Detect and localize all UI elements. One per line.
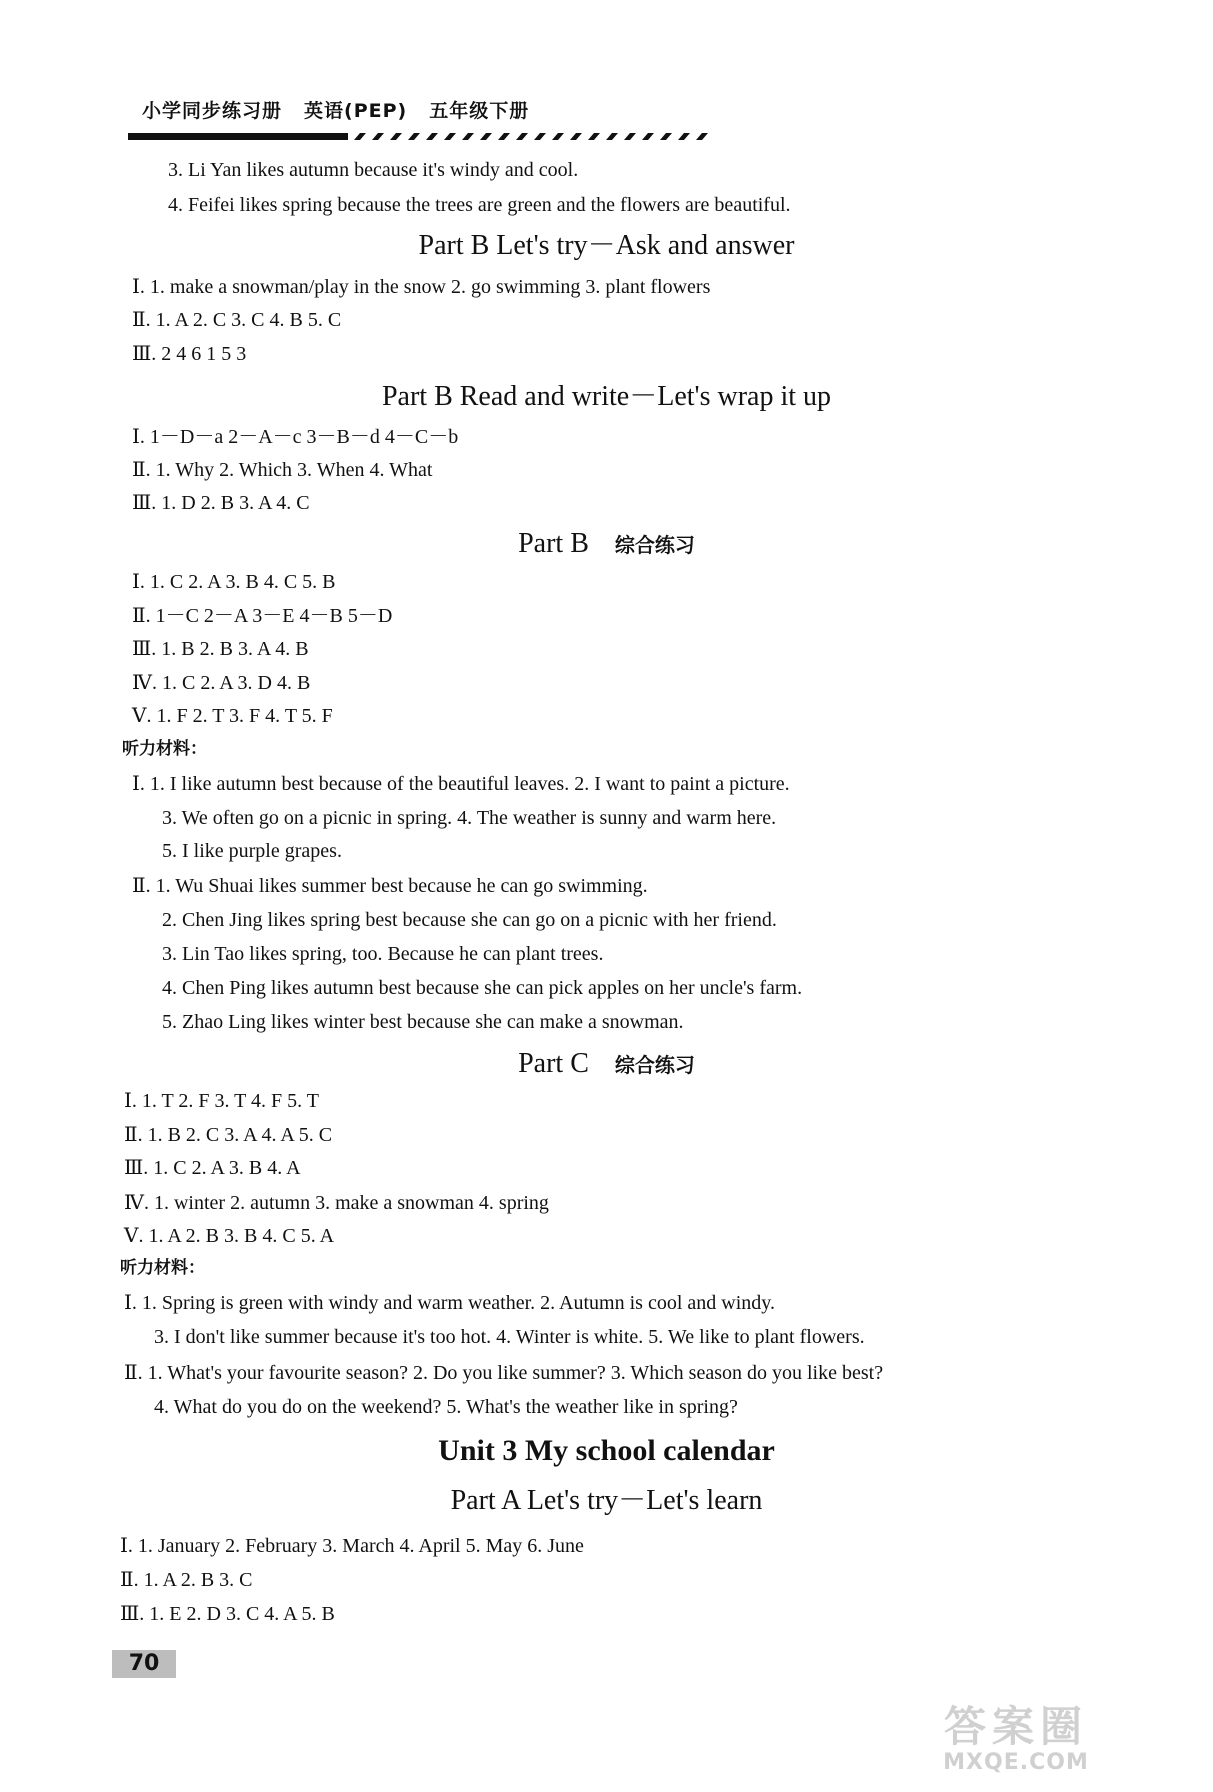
answer-line: 3. Lin Tao likes spring, too. Because he can plant trees. — [162, 943, 604, 965]
answer-line: 3. We often go on a picnic in spring. 4. The weather is sunny and warm here. — [162, 807, 777, 829]
section-heading-text: Part B — [518, 528, 589, 559]
answer-line: 5. I like purple grapes. — [162, 840, 342, 862]
answer-line: Ⅰ. 1. January 2. February 3. March 4. April 5. May 6. June — [120, 1535, 584, 1557]
answer-line: Ⅱ. 1. A 2. C 3. C 4. B 5. C — [132, 309, 342, 331]
page-number: 70 — [112, 1650, 176, 1678]
unit-title: Unit 3 My school calendar — [438, 1434, 775, 1467]
answer-line: Ⅲ. 1. E 2. D 3. C 4. A 5. B — [120, 1603, 335, 1625]
answer-line: 4. What do you do on the weekend? 5. What's the weather like in spring? — [154, 1396, 738, 1418]
answer-line: Ⅰ. 1. T 2. F 3. T 4. F 5. T — [124, 1090, 319, 1112]
section-heading — [0, 1487, 1213, 1515]
answer-line: 2. Chen Jing likes spring best because she can go on a picnic with her friend. — [162, 909, 777, 931]
answer-line: Ⅴ. 1. A 2. B 3. B 4. C 5. A — [124, 1225, 335, 1247]
header-grade: 五年级下册 — [429, 100, 530, 122]
answer-line: Ⅲ. 2 4 6 1 5 3 — [132, 343, 247, 365]
answer-line: Ⅳ. 1. C 2. A 3. D 4. B — [132, 672, 311, 694]
listening-material-label: 听力材料： — [122, 739, 207, 759]
answer-line: Ⅲ. 1. D 2. B 3. A 4. C — [132, 492, 310, 514]
answer-line: Ⅱ. 1. Why 2. Which 3. When 4. What — [132, 459, 433, 481]
section-heading — [0, 530, 1213, 558]
answer-line: Ⅱ. 1. A 2. B 3. C — [120, 1569, 253, 1591]
answer-line: Ⅱ. 1. What's your favourite season? 2. Do you like summer? 3. Which season do you like best? — [124, 1362, 884, 1384]
answer-line: 3. Li Yan likes autumn because it's windy and cool. — [168, 159, 579, 181]
header-subject: 英语(PEP) — [304, 100, 408, 122]
answer-line: Ⅰ. 1. make a snowman/play in the snow 2. go swimming 3. plant flowers — [132, 276, 711, 298]
answer-line: Ⅰ. 1. C 2. A 3. B 4. C 5. B — [132, 571, 336, 593]
answer-line: Ⅲ. 1. C 2. A 3. B 4. A — [124, 1157, 301, 1179]
header-rule — [128, 132, 718, 141]
answer-line: 4. Chen Ping likes autumn best because she can pick apples on her uncle's farm. — [162, 977, 803, 999]
running-header — [142, 96, 551, 123]
answer-line: Ⅲ. 1. B 2. B 3. A 4. B — [132, 638, 309, 660]
watermark — [936, 1702, 1096, 1775]
section-heading — [0, 232, 1213, 260]
header-book-title: 小学同步练习册 — [142, 100, 283, 122]
section-heading-text: Part A Let's try－Let's learn — [450, 1485, 763, 1516]
section-heading-cn: 综合练习 — [614, 1053, 695, 1077]
watermark-logo: 答案圈 — [943, 1702, 1088, 1751]
answer-line: 4. Feifei likes spring because the trees are green and the flowers are beautiful. — [168, 194, 791, 216]
answer-line: Ⅱ. 1. Wu Shuai likes summer best because he can go swimming. — [132, 875, 648, 897]
answer-line: Ⅳ. 1. winter 2. autumn 3. make a snowman 4. spring — [124, 1192, 549, 1214]
section-heading — [0, 1050, 1213, 1078]
section-heading-text: Part B Let's try－Ask and answer — [418, 230, 795, 261]
answer-line: Ⅴ. 1. F 2. T 3. F 4. T 5. F — [132, 705, 333, 727]
answer-line: Ⅱ. 1. B 2. C 3. A 4. A 5. C — [124, 1124, 333, 1146]
answer-line: Ⅰ. 1. Spring is green with windy and warm weather. 2. Autumn is cool and windy. — [124, 1292, 775, 1314]
section-heading — [0, 383, 1213, 411]
section-heading-text: Part B Read and write－Let's wrap it up — [381, 381, 832, 412]
watermark-url: MXQE.COM — [943, 1750, 1089, 1775]
section-heading-cn: 综合练习 — [614, 533, 695, 557]
section-heading-text: Part C — [518, 1048, 589, 1079]
answer-line: Ⅱ. 1－C 2－A 3－E 4－B 5－D — [132, 605, 393, 627]
answer-line: 5. Zhao Ling likes winter best because she can make a snowman. — [162, 1011, 684, 1033]
answer-line: Ⅰ. 1－D－a 2－A－c 3－B－d 4－C－b — [132, 426, 459, 448]
listening-material-label: 听力材料： — [120, 1258, 205, 1278]
answer-line: Ⅰ. 1. I like autumn best because of the beautiful leaves. 2. I want to paint a picture. — [132, 773, 790, 795]
answer-line: 3. I don't like summer because it's too hot. 4. Winter is white. 5. We like to plant flowers. — [154, 1326, 865, 1348]
